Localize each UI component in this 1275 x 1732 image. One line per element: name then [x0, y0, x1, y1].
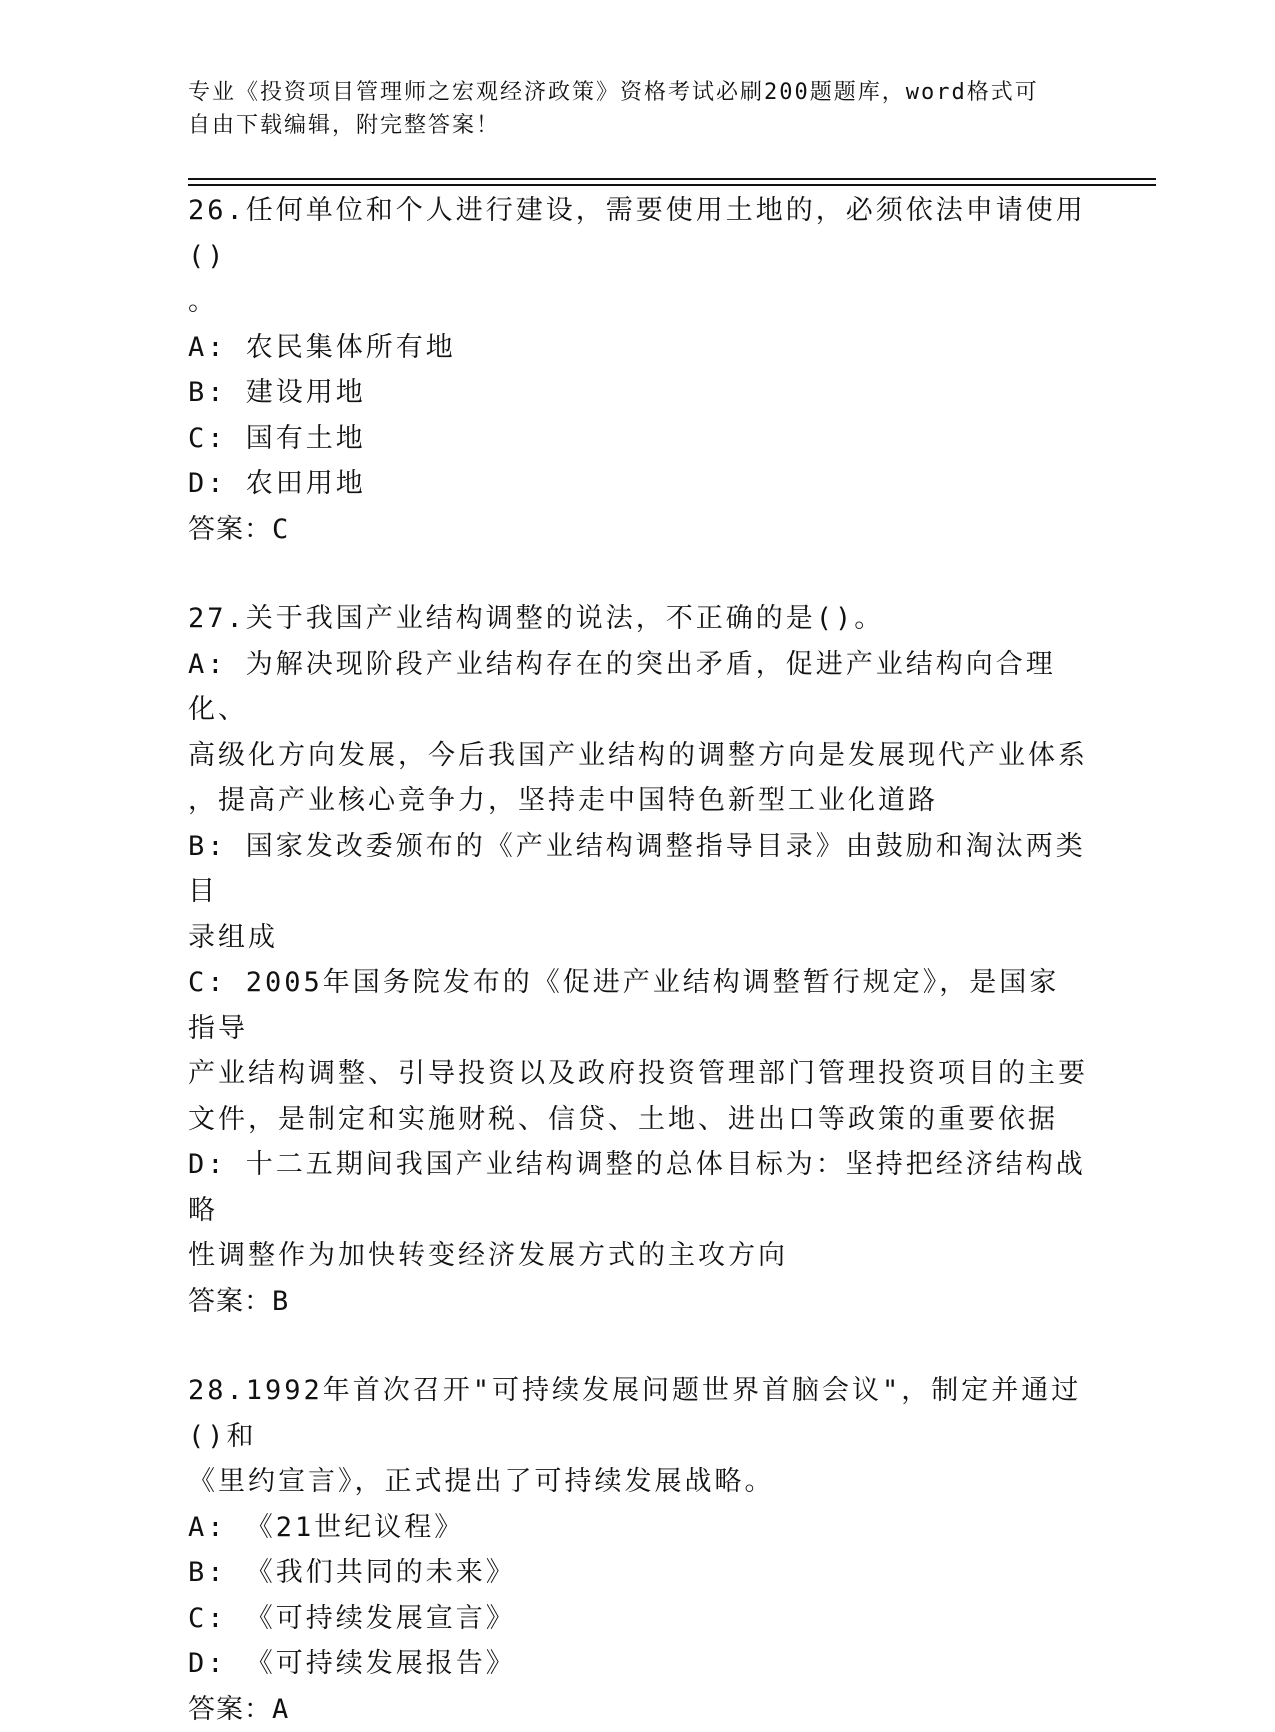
answer-option-line: D: 十二五期间我国产业结构调整的总体目标为：坚持把经济结构战略	[188, 1142, 1088, 1233]
answer-option-line: D: 农田用地	[188, 461, 1088, 507]
answer-option-line: ，提高产业核心竞争力，坚持走中国特色新型工业化道路	[188, 778, 1088, 824]
answer-key: 答案：B	[188, 1279, 1088, 1325]
question-block	[188, 596, 1088, 1324]
answer-option-line: B: 建设用地	[188, 370, 1088, 416]
answer-option-line: A: 为解决现阶段产业结构存在的突出矛盾，促进产业结构向合理化、	[188, 642, 1088, 733]
header-line-2: 自由下载编辑，附完整答案！	[188, 109, 1068, 142]
question-stem-line: 27.关于我国产业结构调整的说法，不正确的是()。	[188, 596, 1088, 642]
answer-key: 答案：C	[188, 507, 1088, 553]
question-block	[188, 188, 1088, 552]
header-line-1: 专业《投资项目管理师之宏观经济政策》资格考试必刷200题题库，word格式可	[188, 76, 1068, 109]
answer-option-line: B: 《我们共同的未来》	[188, 1550, 1088, 1596]
answer-option-line: 性调整作为加快转变经济发展方式的主攻方向	[188, 1233, 1088, 1279]
question-block	[188, 1368, 1088, 1732]
header-divider-top	[188, 178, 1156, 180]
document-header	[188, 76, 1068, 142]
answer-option-line: C: 2005年国务院发布的《促进产业结构调整暂行规定》，是国家指导	[188, 960, 1088, 1051]
answer-option-line: 文件，是制定和实施财税、信贷、土地、进出口等政策的重要依据	[188, 1097, 1088, 1143]
answer-option-line: A: 《21世纪议程》	[188, 1505, 1088, 1551]
answer-option-line: 产业结构调整、引导投资以及政府投资管理部门管理投资项目的主要	[188, 1051, 1088, 1097]
question-stem-line: 28.1992年首次召开"可持续发展问题世界首脑会议"，制定并通过()和	[188, 1368, 1088, 1459]
answer-option-line: B: 国家发改委颁布的《产业结构调整指导目录》由鼓励和淘汰两类目	[188, 824, 1088, 915]
header-divider-bottom	[188, 184, 1156, 186]
answer-option-line: C: 《可持续发展宣言》	[188, 1596, 1088, 1642]
question-list	[188, 188, 1088, 1732]
answer-option-line: 录组成	[188, 915, 1088, 961]
answer-option-line: D: 《可持续发展报告》	[188, 1641, 1088, 1687]
question-stem-line: 《里约宣言》，正式提出了可持续发展战略。	[188, 1459, 1088, 1505]
answer-option-line: A: 农民集体所有地	[188, 325, 1088, 371]
answer-option-line: 高级化方向发展，今后我国产业结构的调整方向是发展现代产业体系	[188, 733, 1088, 779]
question-stem-line: 。	[188, 279, 1088, 325]
question-stem-line: 26.任何单位和个人进行建设，需要使用土地的，必须依法申请使用()	[188, 188, 1088, 279]
answer-key: 答案：A	[188, 1687, 1088, 1732]
answer-option-line: C: 国有土地	[188, 416, 1088, 462]
